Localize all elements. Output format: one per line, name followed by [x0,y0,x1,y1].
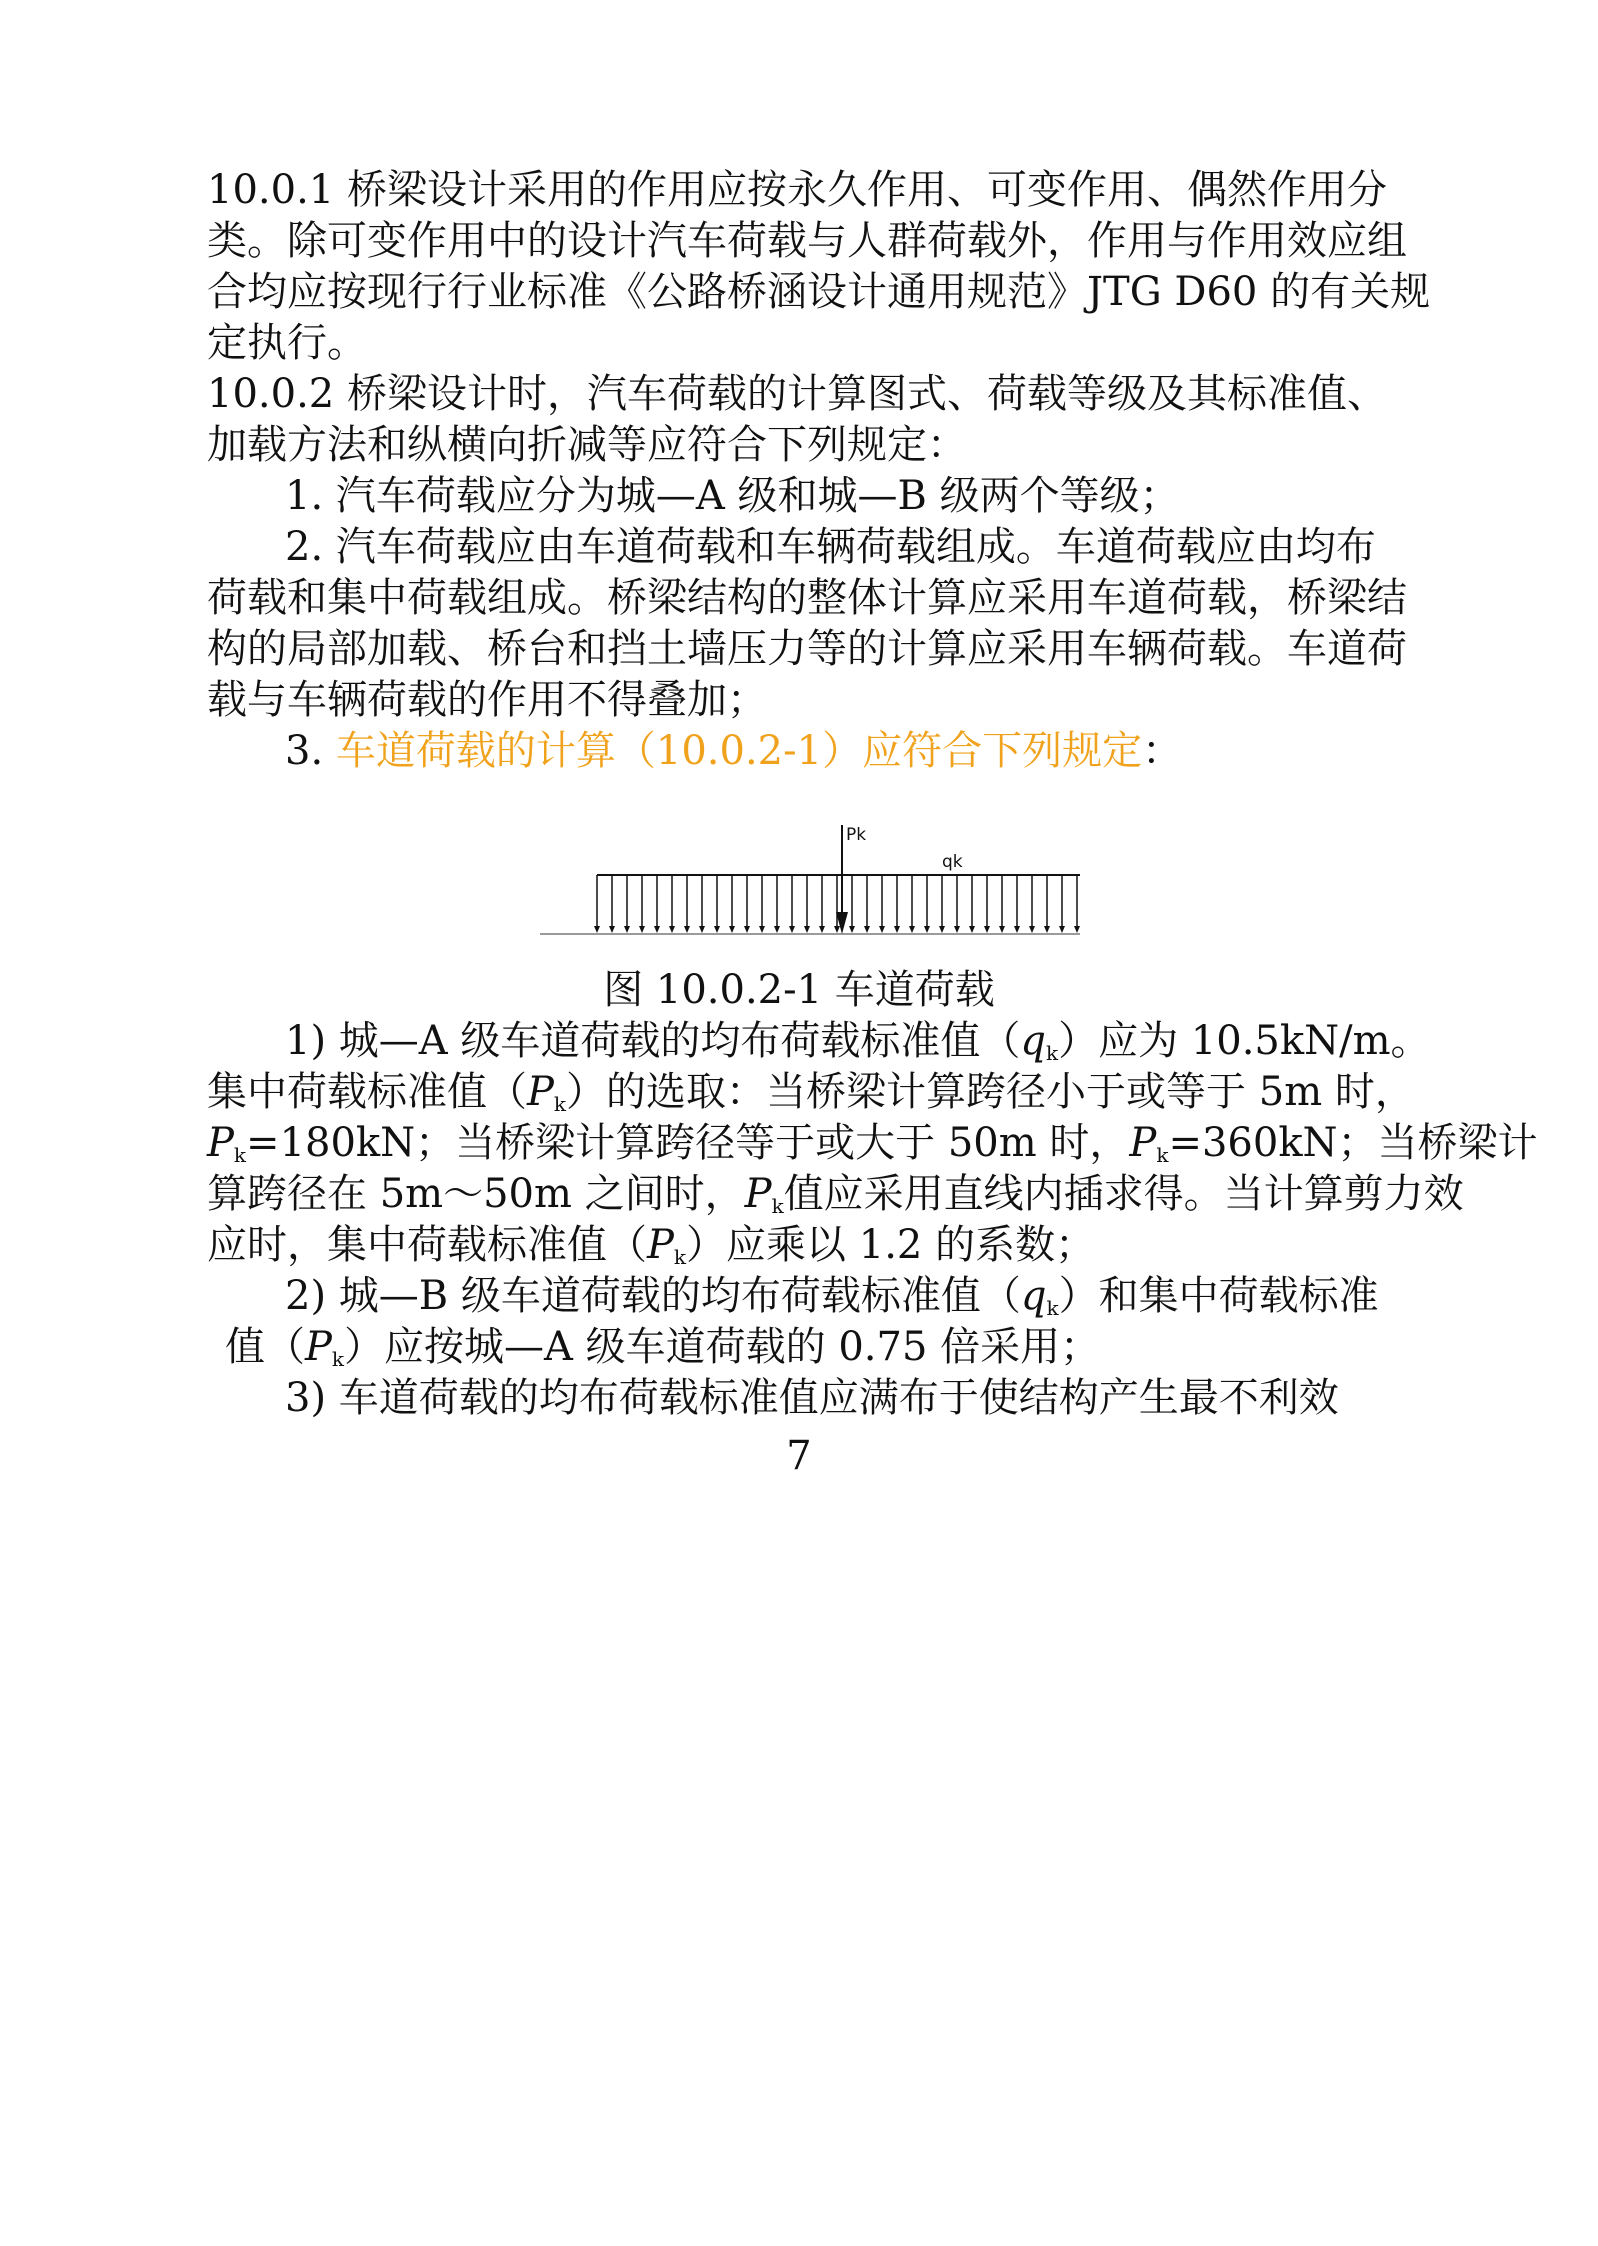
udl-arrowhead [639,926,645,933]
udl-arrowhead [984,926,990,933]
para-line: 10.0.1 桥梁设计采用的作用应按永久作用、可变作用、偶然作用分 [207,167,1387,213]
udl-arrowhead [654,926,660,933]
page-number: 7 [786,1433,812,1479]
udl-arrowhead [789,926,795,933]
udl-arrowhead [624,926,630,933]
para-line: 10.0.2 桥梁设计时，汽车荷载的计算图式、荷载等级及其标准值、 [207,371,1387,417]
udl-arrowhead [969,926,975,933]
para-line: 合均应按现行行业标准《公路桥涵设计通用规范》JTG D60 的有关规 [207,269,1431,315]
udl-arrowhead [1059,926,1065,933]
udl-arrowhead [714,926,720,933]
udl-arrowhead [939,926,945,933]
udl-arrowhead [954,926,960,933]
udl-arrowhead [834,926,840,933]
udl-arrowhead [1074,926,1080,933]
udl-arrowhead [759,926,765,933]
udl-arrowhead [774,926,780,933]
udl-arrowhead [1014,926,1020,933]
udl-arrowhead [879,926,885,933]
udl-arrowhead [999,926,1005,933]
udl-arrowhead [924,926,930,933]
list-item-1: 1. 汽车荷载应分为城—A 级和城—B 级两个等级； [285,473,1180,519]
highlighted-text: 车道荷载的计算（10.0.2-1）应符合下列规定 [335,728,1143,774]
qk-label: qk [942,852,963,872]
sub-item-1-line-1: 1) 城—A 级车道荷载的均布荷载标准值$(q_k)$应为 10.5kN/m。 [285,1018,1431,1065]
sub-item-1-line-5: 应时，集中荷载标准值$(P_k)$应乘以 1.2 的系数； [207,1222,1096,1269]
distributed-load-arrows [594,875,1080,933]
sub-item-3-line-1: 3) 车道荷载的均布荷载标准值应满布于使结构产生最不利效 [285,1375,1339,1421]
udl-arrowhead [819,926,825,933]
sub-item-2-line-2: 值$(P_k)$应按城—A 级车道荷载的 0.75 倍采用； [225,1324,1101,1371]
figure-caption: 图 10.0.2-1 车道荷载 [603,967,995,1013]
udl-arrowhead [894,926,900,933]
sub-item-1-line-2: 集中荷载标准值$(P_k)$的选取：当桥梁计算跨径小于或等于 5m 时， [207,1069,1415,1116]
udl-arrowhead [684,926,690,933]
udl-arrowhead [729,926,735,933]
para-line: 载与车辆荷载的作用不得叠加； [207,677,767,723]
sub-item-2-line-1: 2) 城—B 级车道荷载的均布荷载标准值$(q_k)$和集中荷载标准 [285,1273,1379,1320]
para-line: 加载方法和纵横向折减等应符合下列规定： [207,422,967,468]
udl-arrowhead [804,926,810,933]
udl-arrowhead [1044,926,1050,933]
pk-label: Pk [846,825,867,845]
udl-arrowhead [909,926,915,933]
udl-arrowhead [849,926,855,933]
para-line: 定执行。 [207,320,367,366]
udl-arrowhead [864,926,870,933]
para-line: 类。除可变作用中的设计汽车荷载与人群荷载外，作用与作用效应组 [207,218,1407,264]
udl-arrowhead [744,926,750,933]
para-line: 构的局部加载、桥台和挡土墙压力等的计算应采用车辆荷载。车道荷 [207,626,1407,672]
sub-item-1-line-4: 算跨径在 5m～50m 之间时，$P_k$值应采用直线内插求得。当计算剪力效 [207,1171,1464,1218]
udl-arrowhead [609,926,615,933]
udl-arrowhead [699,926,705,933]
udl-arrowhead [594,926,600,933]
udl-arrowhead [669,926,675,933]
para-line: 荷载和集中荷载组成。桥梁结构的整体计算应采用车道荷载，桥梁结 [207,575,1407,621]
list-item-3 [285,727,1475,775]
list-item-2: 2. 汽车荷载应由车道荷载和车辆荷载组成。车道荷载应由均布 [285,524,1376,570]
sub-item-1-line-3: $P_k=180kN$；当桥梁计算跨径等于或大于 50m 时，$P_k=360kN$；当桥梁计 [207,1120,1538,1167]
list-number: 3. [285,728,336,774]
list-tail: ： [1142,728,1183,774]
lane-load-figure [540,810,1080,960]
udl-arrowhead [1029,926,1035,933]
